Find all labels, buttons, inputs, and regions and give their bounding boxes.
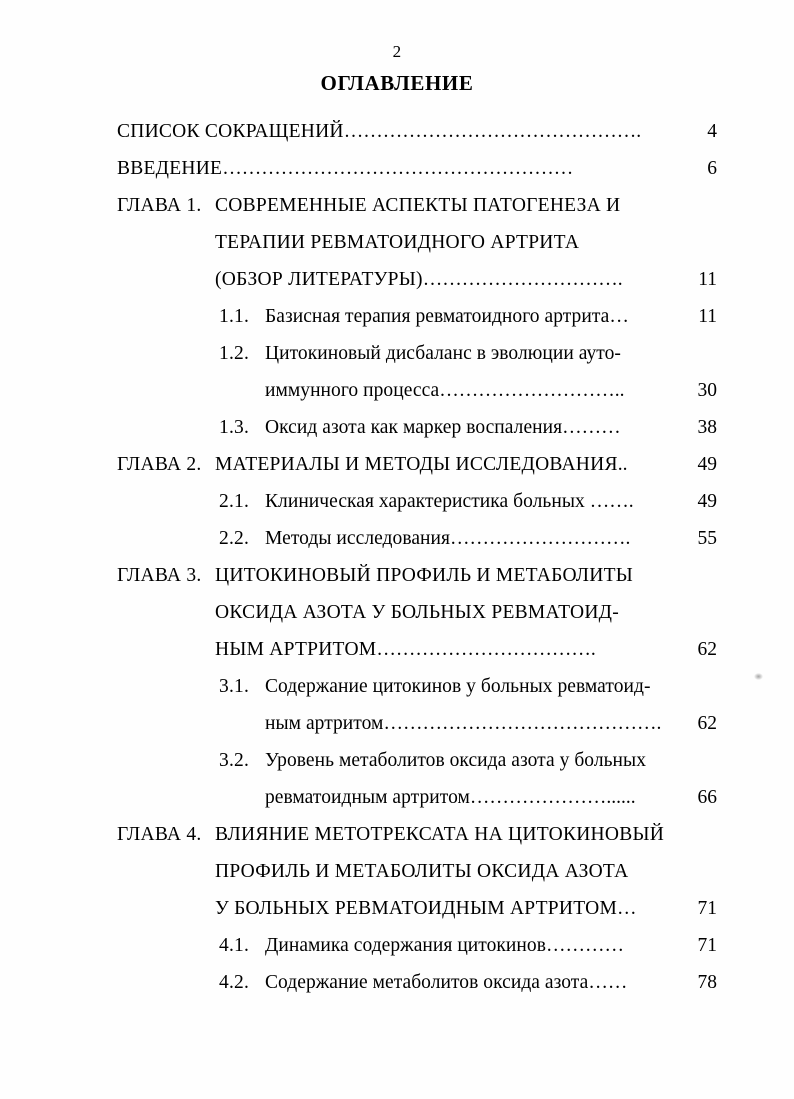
toc-leader-dots: … — [609, 306, 629, 327]
toc-entry[interactable] — [117, 853, 717, 890]
toc-entry-title: Содержание метаболитов оксида азота — [265, 972, 589, 993]
toc-entry-title: НЫМ АРТРИТОМ — [215, 639, 377, 660]
toc-entry[interactable] — [117, 224, 717, 261]
toc-entry[interactable] — [117, 187, 717, 224]
toc-entry[interactable] — [117, 261, 717, 298]
toc-leader-dots: .. — [617, 454, 628, 475]
toc-section-number: 4.2. — [219, 972, 250, 993]
toc-page-number: 55 — [697, 528, 717, 549]
toc-page-number: 49 — [697, 491, 717, 512]
toc-leader-dots: ……………………………………. — [383, 713, 662, 734]
toc-entry[interactable] — [117, 890, 717, 927]
toc-entry[interactable] — [117, 298, 717, 335]
toc-entry[interactable] — [117, 483, 717, 520]
toc-page-number: 30 — [697, 380, 717, 401]
toc-leader-dots: ……. — [584, 491, 634, 512]
page-title: ОГЛАВЛЕНИЕ — [320, 71, 474, 95]
toc-leader-dots: …………………...... — [469, 787, 636, 808]
toc-leader-dots: ………………………. — [450, 528, 631, 549]
toc-chapter-label: ГЛАВА 2. — [117, 454, 202, 475]
toc-leader-dots: …………………………. — [422, 269, 623, 290]
toc-entry-title: ВЛИЯНИЕ МЕТОТРЕКСАТА НА ЦИТОКИНОВЫЙ — [215, 824, 665, 845]
toc-page-number: 62 — [697, 713, 717, 734]
toc-section-number: 2.2. — [219, 528, 250, 549]
toc-entry-title: ВВЕДЕНИЕ — [117, 158, 223, 179]
toc-entry[interactable] — [117, 779, 717, 816]
toc-entry-title: иммунного процесса — [265, 380, 440, 401]
toc-entry[interactable] — [117, 631, 717, 668]
toc-leader-dots: ………… — [545, 935, 624, 956]
toc-page-number: 6 — [707, 158, 717, 179]
toc-page-number: 4 — [707, 121, 717, 142]
toc-entry-title: Клиническая характеристика больных — [265, 491, 585, 512]
toc-entry[interactable] — [117, 594, 717, 631]
toc-entry[interactable] — [117, 927, 717, 964]
toc-entry-title: ТЕРАПИИ РЕВМАТОИДНОГО АРТРИТА — [215, 232, 580, 253]
toc-entry-title: Динамика содержания цитокинов — [265, 935, 546, 956]
toc-leader-dots: … — [617, 898, 637, 919]
toc-leader-dots: ……………………………. — [376, 639, 596, 660]
toc-entry[interactable] — [117, 742, 717, 779]
toc-section-number: 3.1. — [219, 676, 250, 697]
toc-leader-dots: …… — [588, 972, 628, 993]
toc-page-number: 11 — [698, 269, 717, 290]
toc-page-number: 62 — [697, 639, 717, 660]
toc-section-number: 3.2. — [219, 750, 250, 771]
toc-entry-title: ным артритом — [265, 713, 384, 734]
toc-entry-title: СОВРЕМЕННЫЕ АСПЕКТЫ ПАТОГЕНЕЗА И — [215, 195, 621, 216]
toc-entry[interactable] — [117, 372, 717, 409]
toc-section-number: 1.2. — [219, 343, 250, 364]
toc-entry-title: Цитокиновый дисбаланс в эволюции ауто- — [265, 343, 621, 364]
toc-entry[interactable] — [117, 668, 717, 705]
toc-entry[interactable] — [117, 150, 717, 187]
toc-page-number: 78 — [697, 972, 717, 993]
scan-speck — [754, 673, 763, 680]
toc-entry[interactable] — [117, 816, 717, 853]
toc-page-number: 49 — [697, 454, 717, 475]
toc-page-number: 71 — [697, 898, 717, 919]
toc-entry-title: СПИСОК СОКРАЩЕНИЙ — [117, 121, 344, 142]
toc-entry-title: ОКСИДА АЗОТА У БОЛЬНЫХ РЕВМАТОИД- — [215, 602, 619, 623]
toc-leader-dots: ……………………………………………… — [222, 158, 574, 179]
toc-entry[interactable] — [117, 446, 717, 483]
toc-entry[interactable] — [117, 409, 717, 446]
toc-chapter-label: ГЛАВА 1. — [117, 195, 202, 216]
toc-entry-title: МАТЕРИАЛЫ И МЕТОДЫ ИССЛЕДОВАНИЯ — [215, 454, 618, 475]
toc-entry-title: Уровень метаболитов оксида азота у больных — [265, 750, 646, 771]
toc-section-number: 2.1. — [219, 491, 250, 512]
toc-entry-title: ЦИТОКИНОВЫЙ ПРОФИЛЬ И МЕТАБОЛИТЫ — [215, 565, 634, 586]
toc-entry-title: ПРОФИЛЬ И МЕТАБОЛИТЫ ОКСИДА АЗОТА — [215, 861, 629, 882]
toc-entry-title: Базисная терапия ревматоидного артрита — [265, 306, 610, 327]
toc-entry[interactable] — [117, 113, 717, 150]
toc-leader-dots: ……………………….. — [439, 380, 625, 401]
toc-entry-title: Оксид азота как маркер воспаления — [265, 417, 563, 438]
toc-section-number: 4.1. — [219, 935, 250, 956]
toc-entry-title: Методы исследования — [265, 528, 451, 549]
toc-entry[interactable] — [117, 335, 717, 372]
toc-entry[interactable] — [117, 520, 717, 557]
toc-entry[interactable] — [117, 964, 717, 1001]
toc-page-number: 66 — [697, 787, 717, 808]
toc-entry[interactable] — [117, 557, 717, 594]
toc-entry-title: Содержание цитокинов у больных ревматоид- — [265, 676, 651, 697]
toc-page-number: 38 — [697, 417, 717, 438]
toc-entry[interactable] — [117, 705, 717, 742]
toc-section-number: 1.1. — [219, 306, 250, 327]
toc-chapter-label: ГЛАВА 4. — [117, 824, 202, 845]
toc-entry-title: ревматоидным артритом — [265, 787, 470, 808]
toc-entry-title: (ОБЗОР ЛИТЕРАТУРЫ) — [215, 269, 423, 290]
table-of-contents — [117, 113, 717, 1001]
toc-entry-title: У БОЛЬНЫХ РЕВМАТОИДНЫМ АРТРИТОМ — [215, 898, 618, 919]
toc-page-number: 71 — [697, 935, 717, 956]
page-number: 2 — [392, 42, 402, 61]
toc-chapter-label: ГЛАВА 3. — [117, 565, 202, 586]
toc-section-number: 1.3. — [219, 417, 250, 438]
toc-leader-dots: ……… — [562, 417, 621, 438]
toc-leader-dots: ………………………………………. — [343, 121, 642, 142]
toc-page-number: 11 — [698, 306, 717, 327]
